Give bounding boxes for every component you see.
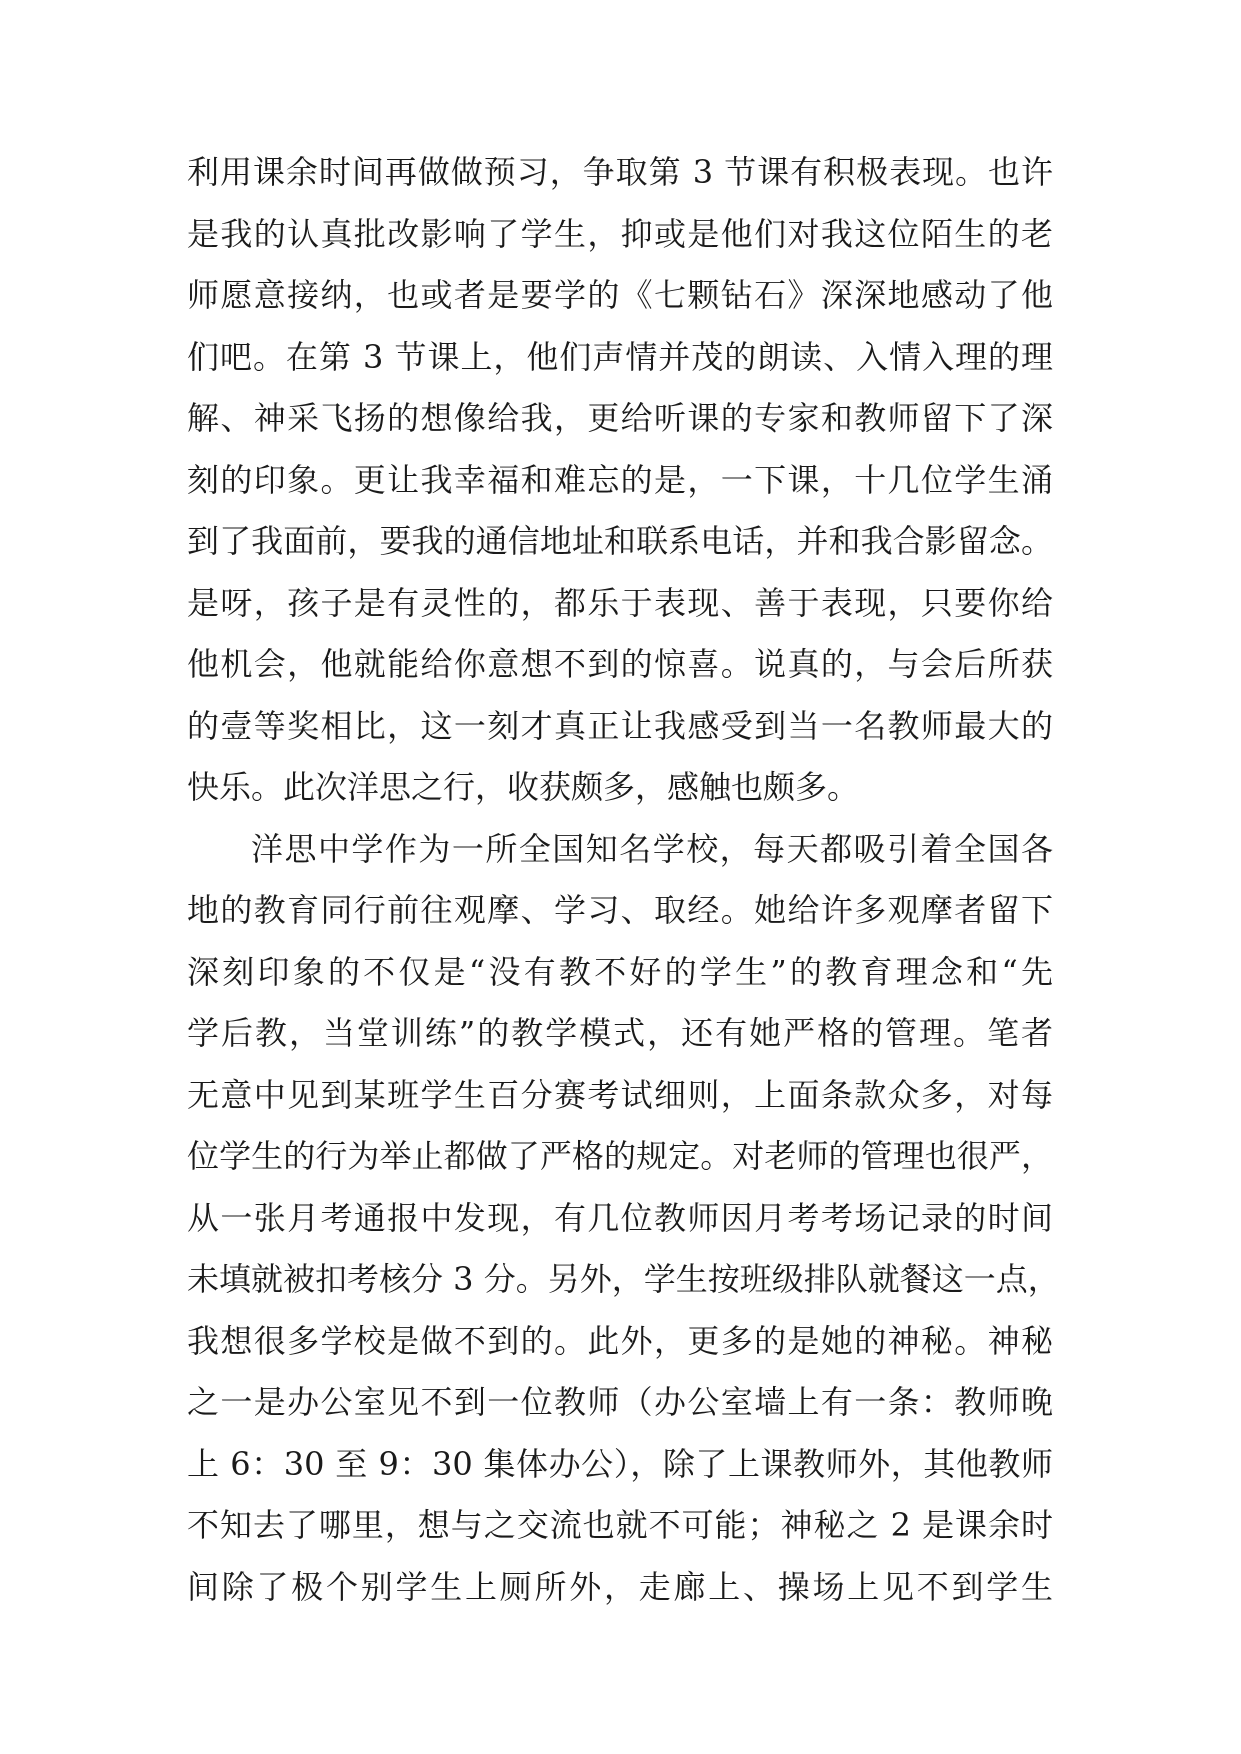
text-line: 我想很多学校是做不到的。此外，更多的是她的神秘。神秘 bbox=[187, 1321, 1053, 1360]
text-line: 间除了极个别学生上厕所外，走廊上、操场上见不到学生 bbox=[187, 1567, 1053, 1606]
text-line: 不知去了哪里，想与之交流也就不可能；神秘之 2 是课余时 bbox=[187, 1506, 1053, 1544]
text-line: 未填就被扣考核分 3 分。另外，学生按班级排队就餐这一点， bbox=[187, 1260, 1060, 1298]
text-line: 从一张月考通报中发现，有几位教师因月考考场记录的时间 bbox=[187, 1198, 1053, 1237]
text-line: 位学生的行为举止都做了严格的规定。对老师的管理也很严， bbox=[187, 1137, 1053, 1175]
text-line: 解、神采飞扬的想像给我，更给听课的专家和教师留下了深 bbox=[187, 399, 1053, 437]
text-line: 深刻印象的不仅是“没有教不好的学生”的教育理念和“先 bbox=[187, 952, 1053, 991]
body-text bbox=[187, 142, 1060, 1618]
text-line: 到了我面前，要我的通信地址和联系电话，并和我合影留念。 bbox=[187, 522, 1053, 560]
text-line: 上 6：30 至 9：30 集体办公），除了上课教师外，其他教师 bbox=[187, 1444, 1053, 1483]
text-line: 刻的印象。更让我幸福和难忘的是，一下课，十几位学生涌 bbox=[187, 460, 1053, 499]
text-line: 他机会，他就能给你意想不到的惊喜。说真的，与会后所获 bbox=[187, 645, 1053, 683]
paragraph-1 bbox=[187, 142, 1053, 819]
text-line: 的壹等奖相比，这一刻才真正让我感受到当一名教师最大的 bbox=[187, 706, 1053, 745]
text-line: 无意中见到某班学生百分赛考试细则，上面条款众多，对每 bbox=[187, 1075, 1053, 1114]
text-line: 是呀，孩子是有灵性的，都乐于表现、善于表现，只要你给 bbox=[187, 583, 1053, 622]
text-line: 地的教育同行前往观摩、学习、取经。她给许多观摩者留下 bbox=[187, 891, 1053, 929]
text-line: 洋思中学作为一所全国知名学校，每天都吸引着全国各 bbox=[251, 829, 1053, 868]
text-line: 是我的认真批改影响了学生，抑或是他们对我这位陌生的老 bbox=[187, 214, 1053, 253]
text-line: 快乐。此次洋思之行，收获颇多，感触也颇多。 bbox=[187, 768, 860, 806]
text-line: 利用课余时间再做做预习，争取第 3 节课有积极表现。也许 bbox=[187, 153, 1053, 191]
paragraph-2 bbox=[187, 819, 1060, 1619]
text-line: 师愿意接纳，也或者是要学的《七颗钻石》深深地感动了他 bbox=[187, 276, 1053, 314]
text-line: 们吧。在第 3 节课上，他们声情并茂的朗读、入情入理的理 bbox=[187, 337, 1053, 376]
text-line: 之一是办公室见不到一位教师（办公室墙上有一条：教师晚 bbox=[187, 1383, 1053, 1421]
text-line: 学后教，当堂训练”的教学模式，还有她严格的管理。笔者 bbox=[187, 1014, 1053, 1052]
